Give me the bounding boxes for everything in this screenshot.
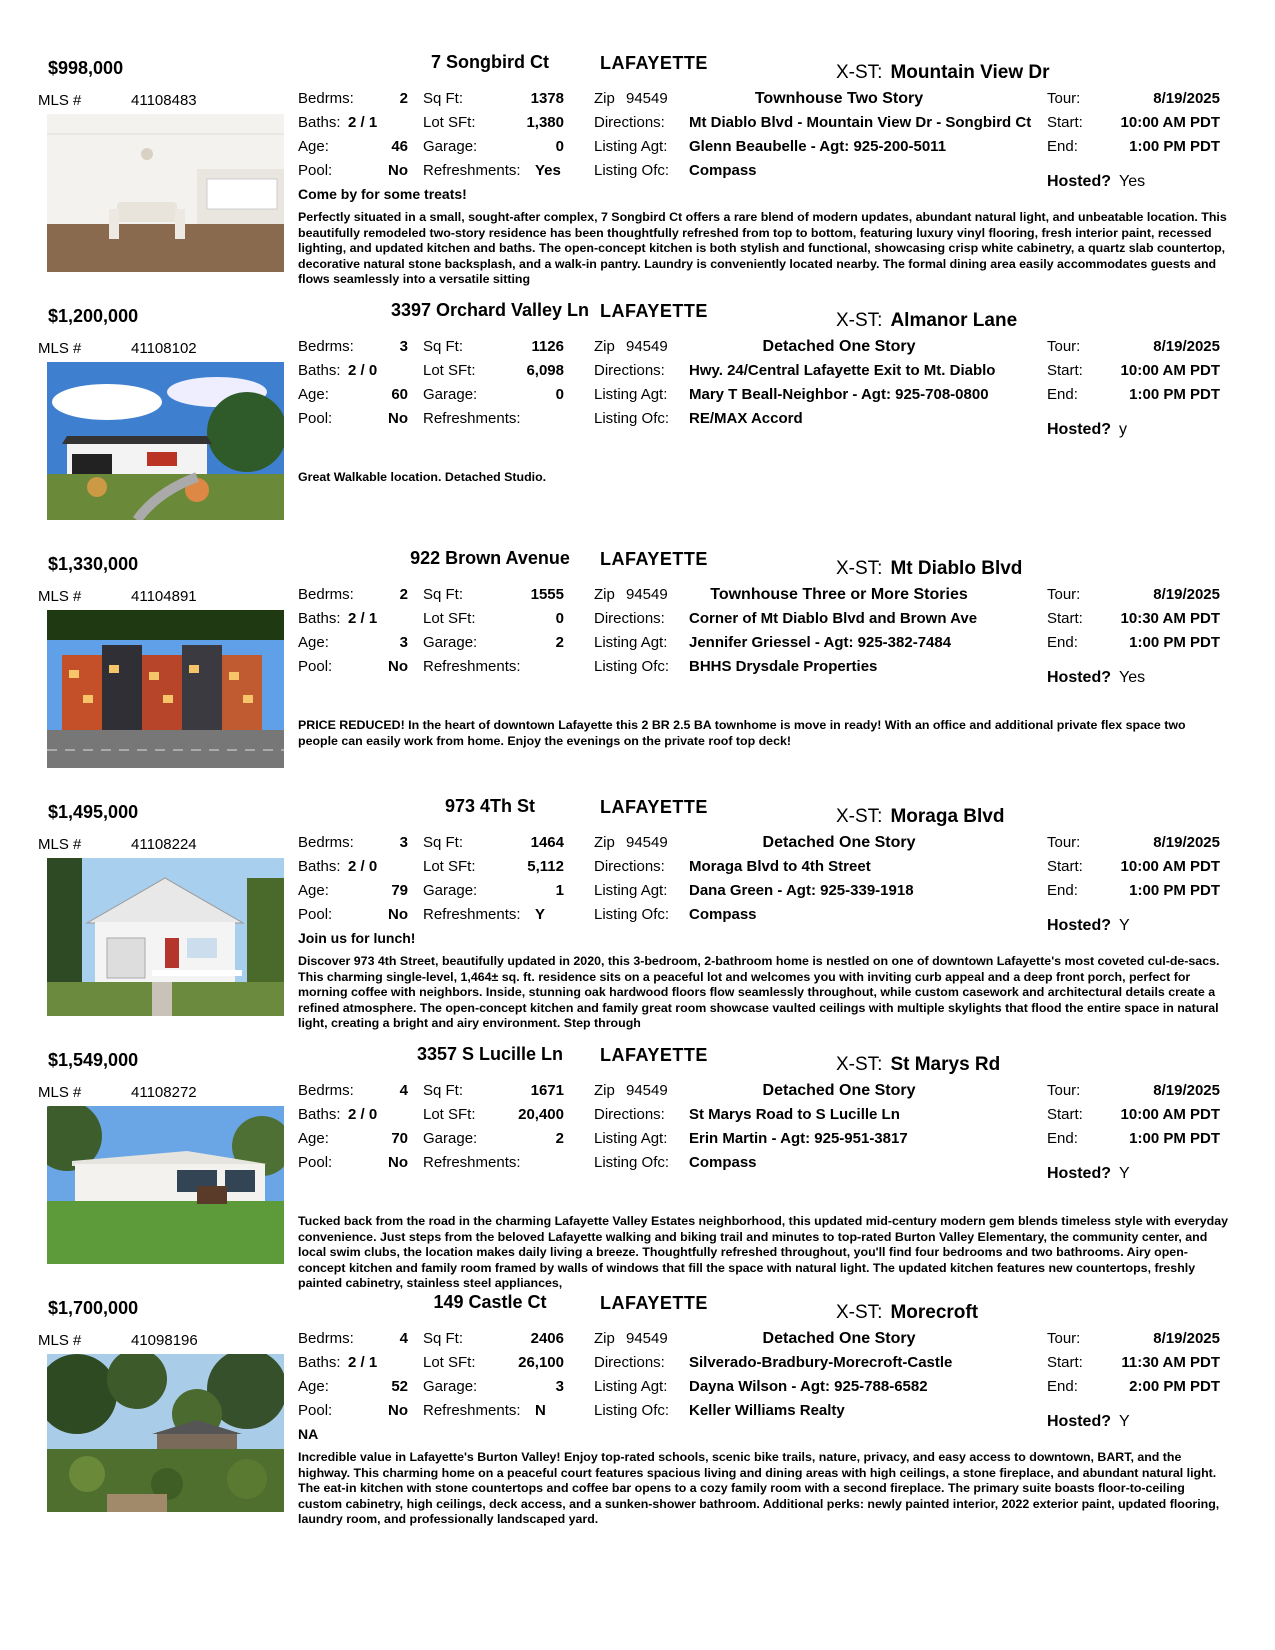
hosted-label: Hosted? <box>1047 173 1111 190</box>
zip-label: Zip <box>594 1082 615 1099</box>
end-label: End: <box>1047 138 1078 155</box>
tour-label: Tour: <box>1047 834 1081 851</box>
hosted <box>1047 1413 1130 1431</box>
end-label: End: <box>1047 386 1078 403</box>
garage-label: Garage: <box>423 634 478 651</box>
tour-date: 8/19/2025 <box>1153 90 1220 107</box>
hosted <box>1047 173 1145 191</box>
listing-city: LAFAYETTE <box>600 1293 708 1313</box>
listing-address: 3397 Orchard Valley Ln <box>390 300 590 320</box>
start-label: Start: <box>1047 362 1083 379</box>
refreshments-value: N <box>535 1402 546 1419</box>
pool-label: Pool: <box>298 906 333 923</box>
sqft-value: 1555 <box>530 586 564 603</box>
directions-label: Directions: <box>594 1354 665 1371</box>
start-time: 11:30 AM PDT <box>1121 1354 1220 1371</box>
hosted-value: Y <box>1119 1413 1130 1430</box>
tour-label: Tour: <box>1047 1082 1081 1099</box>
listing-price: $1,700,000 <box>48 1298 139 1318</box>
listing-description: Discover 973 4th Street, beautifully updated in 2020, this 3-bedroom, 2-bathroom home is nestled on one of downtown Lafayette's most coveted cul-de-sacs. This charming single-level, 1,464± sq. ft. residence sits on a peaceful lot and welcomes you with inviting curb appeal and a deep front porch, perfect for morning coffee with neighbors. Inside, stunning oak hardwood floors flow seamlessly throughout, while custom casework and architectural details create a refined atmosphere. The open-concept kitchen and family great room showcase vaulted ceilings with multiple skylights that flood the entire space in natural light, creating a bright and airy environment. Step through <box>298 954 1220 1030</box>
listing-price: $1,330,000 <box>48 554 139 574</box>
end-label: End: <box>1047 634 1078 651</box>
sqft-value: 1671 <box>530 1082 564 1099</box>
age-label: Age: <box>298 1378 329 1395</box>
listing-city: LAFAYETTE <box>600 301 708 321</box>
directions-label: Directions: <box>594 610 665 627</box>
mls-number: 41108483 <box>131 92 197 109</box>
property-type: Detached One Story <box>762 338 916 355</box>
zip-label: Zip <box>594 1330 615 1347</box>
listing-city: LAFAYETTE <box>600 549 708 569</box>
start-time: 10:00 AM PDT <box>1120 114 1220 131</box>
lot-label: Lot SFt: <box>423 362 476 379</box>
sqft-label: Sq Ft: <box>423 1082 464 1099</box>
listing-description: Incredible value in Lafayette's Burton Valley! Enjoy top-rated schools, scenic bike trails, nature, privacy, and easy access to downtown, BART, and the highway. This charming home on a peaceful court features spacious living and dining areas with high ceilings, a stone fireplace, and abundant natural light. The eat-in kitchen with stone countertops and coffee bar opens to a cozy family room with a second fireplace. The primary suite boasts floor-to-ceiling custom cabinetry, high ceilings, deck access, and a sunken-shower bathroom. Additional perks: newly painted interior, 2022 exterior paint, updated flooring, laundry room, and professionally landscaped yard. <box>298 1450 1220 1526</box>
office-label: Listing Ofc: <box>594 410 670 427</box>
property-type: Detached One Story <box>762 834 916 851</box>
mls-label: MLS # <box>38 340 82 357</box>
directions-value: Moraga Blvd to 4th Street <box>689 858 871 875</box>
directions-value: St Marys Road to S Lucille Ln <box>689 1106 900 1123</box>
cross-street-value: Almanor Lane <box>890 310 1018 331</box>
cross-street <box>836 62 1050 84</box>
property-type: Detached One Story <box>762 1082 916 1099</box>
pool-value: No <box>388 410 408 427</box>
sqft-label: Sq Ft: <box>423 834 464 851</box>
sqft-label: Sq Ft: <box>423 1330 464 1347</box>
age-label: Age: <box>298 634 329 651</box>
sqft-label: Sq Ft: <box>423 338 464 355</box>
lot-value: 20,400 <box>518 1106 564 1123</box>
property-type: Detached One Story <box>762 1330 916 1347</box>
lot-label: Lot SFt: <box>423 1354 476 1371</box>
baths-value: 2 / 0 <box>348 858 378 875</box>
hosted <box>1047 421 1127 439</box>
baths-label: Baths: <box>298 1354 341 1371</box>
agent-label: Listing Agt: <box>594 386 668 403</box>
agent-label: Listing Agt: <box>594 882 668 899</box>
directions-value: Corner of Mt Diablo Blvd and Brown Ave <box>689 610 978 627</box>
cross-street-label: X-ST: <box>836 1302 883 1323</box>
refreshments-value: Yes <box>535 162 561 179</box>
end-time: 1:00 PM PDT <box>1129 882 1220 899</box>
office-value: BHHS Drysdale Properties <box>689 658 878 675</box>
cross-street-value: Mountain View Dr <box>890 62 1050 83</box>
age-label: Age: <box>298 1130 329 1147</box>
bedrms-value: 3 <box>399 338 408 355</box>
start-label: Start: <box>1047 114 1083 131</box>
end-time: 1:00 PM PDT <box>1129 138 1220 155</box>
directions-label: Directions: <box>594 114 665 131</box>
pool-value: No <box>388 906 408 923</box>
end-label: End: <box>1047 1378 1078 1395</box>
baths-value: 2 / 1 <box>348 1354 378 1371</box>
garage-value: 0 <box>555 386 564 403</box>
agent-value: Dana Green - Agt: 925-339-1918 <box>689 882 914 899</box>
sqft-label: Sq Ft: <box>423 586 464 603</box>
age-label: Age: <box>298 386 329 403</box>
listing-teaser: NA <box>298 1426 319 1442</box>
cross-street-value: Mt Diablo Blvd <box>890 558 1023 579</box>
start-time: 10:30 AM PDT <box>1120 610 1220 627</box>
sqft-value: 2406 <box>530 1330 564 1347</box>
garage-value: 2 <box>555 634 564 651</box>
mls-number: 41098196 <box>131 1332 198 1349</box>
baths-label: Baths: <box>298 610 341 627</box>
zip-label: Zip <box>594 338 615 355</box>
agent-value: Glenn Beaubelle - Agt: 925-200-5011 <box>689 138 947 155</box>
end-time: 2:00 PM PDT <box>1129 1378 1220 1395</box>
agent-value: Jennifer Griessel - Agt: 925-382-7484 <box>689 634 952 651</box>
sqft-label: Sq Ft: <box>423 90 464 107</box>
baths-value: 2 / 0 <box>348 1106 378 1123</box>
pool-label: Pool: <box>298 658 333 675</box>
age-label: Age: <box>298 138 329 155</box>
pool-value: No <box>388 1154 408 1171</box>
directions-label: Directions: <box>594 362 665 379</box>
directions-value: Silverado-Bradbury-Morecroft-Castle <box>689 1354 953 1371</box>
hosted-value: Yes <box>1119 669 1146 686</box>
bedrms-label: Bedrms: <box>298 834 354 851</box>
listing-price: $1,495,000 <box>48 802 139 822</box>
listing-photo[interactable] <box>47 114 284 272</box>
garage-value: 1 <box>555 882 564 899</box>
agent-label: Listing Agt: <box>594 138 668 155</box>
listing-card <box>0 1292 1275 1558</box>
lot-label: Lot SFt: <box>423 1106 476 1123</box>
pool-label: Pool: <box>298 162 333 179</box>
directions-value: Hwy. 24/Central Lafayette Exit to Mt. Diablo <box>689 362 996 379</box>
start-label: Start: <box>1047 1106 1083 1123</box>
hosted-label: Hosted? <box>1047 917 1111 934</box>
listing-card <box>0 300 1275 566</box>
garage-value: 3 <box>555 1378 564 1395</box>
zip-label: Zip <box>594 90 615 107</box>
cross-street <box>836 310 1017 332</box>
office-value: Keller Williams Realty <box>689 1402 845 1419</box>
tour-label: Tour: <box>1047 1330 1081 1347</box>
tour-date: 8/19/2025 <box>1153 1082 1220 1099</box>
listing-description: Perfectly situated in a small, sought-after complex, 7 Songbird Ct offers a rare blend of modern updates, abundant natural light, and unbeatable location. This beautifully remodeled two-story residence has been thoughtfully refreshed from top to bottom, featuring luxury vinyl flooring, fresh interior paint, recessed lighting, and updated kitchen and baths. The open-concept kitchen is both stylish and functional, showcasing crisp white cabinetry, a quartz slab countertop, decorative natural stone backsplash, and a walk-in pantry. Laundry is conveniently located nearby. The formal dining area easily accommodates guests and flows seamlessly into a versatile sitting <box>298 210 1227 286</box>
mls-number: 41108224 <box>131 836 197 853</box>
listing-address: 973 4Th St <box>444 796 536 816</box>
sqft-value: 1378 <box>530 90 564 107</box>
mls-label: MLS # <box>38 92 82 109</box>
office-label: Listing Ofc: <box>594 1402 670 1419</box>
cross-street-label: X-ST: <box>836 558 883 579</box>
refreshments-label: Refreshments: <box>423 906 521 923</box>
end-label: End: <box>1047 882 1078 899</box>
baths-label: Baths: <box>298 1106 341 1123</box>
zip-value: 94549 <box>626 90 668 107</box>
tour-label: Tour: <box>1047 90 1081 107</box>
agent-value: Erin Martin - Agt: 925-951-3817 <box>689 1130 908 1147</box>
lot-value: 5,112 <box>527 858 564 875</box>
zip-value: 94549 <box>626 338 668 355</box>
bedrms-value: 4 <box>399 1330 408 1347</box>
hosted-value: Yes <box>1119 173 1146 190</box>
listing-photo[interactable] <box>47 858 284 1016</box>
age-label: Age: <box>298 882 329 899</box>
hosted-label: Hosted? <box>1047 1165 1111 1182</box>
garage-value: 2 <box>555 1130 564 1147</box>
baths-value: 2 / 1 <box>348 114 378 131</box>
cross-street-label: X-ST: <box>836 62 883 83</box>
lot-value: 26,100 <box>518 1354 564 1371</box>
start-label: Start: <box>1047 1354 1083 1371</box>
agent-value: Dayna Wilson - Agt: 925-788-6582 <box>689 1378 928 1395</box>
office-label: Listing Ofc: <box>594 162 670 179</box>
bedrms-value: 4 <box>399 1082 408 1099</box>
pool-label: Pool: <box>298 410 333 427</box>
refreshments-label: Refreshments: <box>423 162 521 179</box>
listing-city: LAFAYETTE <box>600 797 708 817</box>
end-label: End: <box>1047 1130 1078 1147</box>
pool-value: No <box>388 162 408 179</box>
bedrms-label: Bedrms: <box>298 586 354 603</box>
zip-label: Zip <box>594 834 615 851</box>
hosted-label: Hosted? <box>1047 1413 1111 1430</box>
tour-date: 8/19/2025 <box>1153 1330 1220 1347</box>
age-value: 3 <box>399 634 408 651</box>
cross-street-label: X-ST: <box>836 806 883 827</box>
agent-label: Listing Agt: <box>594 634 668 651</box>
lot-value: 1,380 <box>526 114 564 131</box>
listing-card <box>0 548 1275 814</box>
bedrms-value: 3 <box>399 834 408 851</box>
pool-label: Pool: <box>298 1154 333 1171</box>
listing-description: Tucked back from the road in the charming Lafayette Valley Estates neighborhood, this updated mid-century modern gem blends timeless style with everyday convenience. Just steps from the beloved Lafayette walking and biking trail and minutes to top-rated Burton Valley Elementary, the community center, and local swim clubs, the location makes daily living a breeze. Thoughtfully refreshed throughout, you'll find four bedrooms and two bathrooms. Airy open-concept kitchen and family room framed by walls of windows that fill the space with natural light. The updated kitchen features new countertops, freshly painted cabinetry, stainless steel appliances, <box>298 1214 1228 1290</box>
start-time: 10:00 AM PDT <box>1120 362 1220 379</box>
hosted-label: Hosted? <box>1047 421 1111 438</box>
directions-label: Directions: <box>594 1106 665 1123</box>
listing-card <box>0 796 1275 1062</box>
cross-street <box>836 806 1004 828</box>
hosted <box>1047 917 1130 935</box>
refreshments-label: Refreshments: <box>423 1154 521 1171</box>
bedrms-label: Bedrms: <box>298 90 354 107</box>
pool-value: No <box>388 658 408 675</box>
end-time: 1:00 PM PDT <box>1129 386 1220 403</box>
sqft-value: 1126 <box>531 338 564 355</box>
end-time: 1:00 PM PDT <box>1129 634 1220 651</box>
listing-city: LAFAYETTE <box>600 53 708 73</box>
hosted-value: Y <box>1119 1165 1130 1182</box>
garage-label: Garage: <box>423 882 478 899</box>
age-value: 60 <box>391 386 408 403</box>
office-label: Listing Ofc: <box>594 906 670 923</box>
listing-photo[interactable] <box>47 362 284 520</box>
mls-label: MLS # <box>38 1084 82 1101</box>
office-label: Listing Ofc: <box>594 1154 670 1171</box>
listing-teaser: Join us for lunch! <box>298 930 416 946</box>
office-value: Compass <box>689 906 757 923</box>
baths-label: Baths: <box>298 114 341 131</box>
refreshments-label: Refreshments: <box>423 410 521 427</box>
cross-street <box>836 1054 1000 1076</box>
cross-street <box>836 1302 978 1324</box>
listing-price: $998,000 <box>48 58 124 78</box>
garage-label: Garage: <box>423 1378 478 1395</box>
listing-photo[interactable] <box>47 1106 284 1264</box>
hosted <box>1047 1165 1130 1183</box>
age-value: 46 <box>391 138 408 155</box>
office-value: Compass <box>689 1154 757 1171</box>
pool-value: No <box>388 1402 408 1419</box>
cross-street-value: Morecroft <box>890 1302 979 1323</box>
garage-label: Garage: <box>423 138 478 155</box>
start-time: 10:00 AM PDT <box>1120 858 1220 875</box>
garage-label: Garage: <box>423 386 478 403</box>
cross-street-value: St Marys Rd <box>890 1054 1001 1075</box>
lot-label: Lot SFt: <box>423 114 476 131</box>
cross-street-label: X-ST: <box>836 1054 883 1075</box>
end-time: 1:00 PM PDT <box>1129 1130 1220 1147</box>
garage-value: 0 <box>555 138 564 155</box>
listing-price: $1,549,000 <box>48 1050 139 1070</box>
mls-number: 41108272 <box>131 1084 197 1101</box>
listing-card <box>0 1044 1275 1310</box>
listing-description: Great Walkable location. Detached Studio. <box>298 470 547 484</box>
listing-photo[interactable] <box>47 1354 284 1512</box>
cross-street <box>836 558 1022 580</box>
mls-label: MLS # <box>38 588 82 605</box>
zip-value: 94549 <box>626 1330 668 1347</box>
cross-street-label: X-ST: <box>836 310 883 331</box>
listing-teaser: Come by for some treats! <box>298 186 467 202</box>
age-value: 52 <box>391 1378 408 1395</box>
listing-address: 3357 S Lucille Ln <box>416 1044 564 1064</box>
zip-value: 94549 <box>626 834 668 851</box>
listing-city: LAFAYETTE <box>600 1045 708 1065</box>
bedrms-value: 2 <box>399 90 408 107</box>
bedrms-label: Bedrms: <box>298 338 354 355</box>
listing-photo[interactable] <box>47 610 284 768</box>
sqft-value: 1464 <box>530 834 564 851</box>
mls-number: 41108102 <box>131 340 197 357</box>
hosted <box>1047 669 1145 687</box>
office-value: Compass <box>689 162 757 179</box>
listing-address: 922 Brown Avenue <box>410 548 570 568</box>
mls-label: MLS # <box>38 1332 82 1349</box>
office-label: Listing Ofc: <box>594 658 670 675</box>
directions-label: Directions: <box>594 858 665 875</box>
tour-label: Tour: <box>1047 586 1081 603</box>
refreshments-label: Refreshments: <box>423 1402 521 1419</box>
start-label: Start: <box>1047 858 1083 875</box>
tour-date: 8/19/2025 <box>1153 586 1220 603</box>
age-value: 70 <box>391 1130 408 1147</box>
mls-label: MLS # <box>38 836 82 853</box>
mls-number: 41104891 <box>131 588 197 605</box>
hosted-label: Hosted? <box>1047 669 1111 686</box>
hosted-value: y <box>1119 421 1127 438</box>
age-value: 79 <box>391 882 408 899</box>
property-type: Townhouse Two Story <box>754 90 924 107</box>
lot-label: Lot SFt: <box>423 858 476 875</box>
refreshments-value: Y <box>535 906 546 923</box>
bedrms-value: 2 <box>399 586 408 603</box>
tour-date: 8/19/2025 <box>1153 338 1220 355</box>
agent-label: Listing Agt: <box>594 1378 668 1395</box>
baths-label: Baths: <box>298 362 341 379</box>
garage-label: Garage: <box>423 1130 478 1147</box>
listing-card <box>0 52 1275 318</box>
start-time: 10:00 AM PDT <box>1120 1106 1220 1123</box>
zip-value: 94549 <box>626 1082 668 1099</box>
listing-address: 149 Castle Ct <box>433 1292 547 1312</box>
refreshments-label: Refreshments: <box>423 658 521 675</box>
listing-description: PRICE REDUCED! In the heart of downtown Lafayette this 2 BR 2.5 BA townhome is move in ready! With an office and additional private flex space two people can easily work from home. Enjoy the evenings on the private roof top deck! <box>298 718 1186 748</box>
baths-value: 2 / 0 <box>348 362 378 379</box>
lot-label: Lot SFt: <box>423 610 476 627</box>
cross-street-value: Moraga Blvd <box>890 806 1005 827</box>
bedrms-label: Bedrms: <box>298 1330 354 1347</box>
pool-label: Pool: <box>298 1402 333 1419</box>
directions-value: Mt Diablo Blvd - Mountain View Dr - Songbird Ct <box>689 114 1032 131</box>
start-label: Start: <box>1047 610 1083 627</box>
agent-value: Mary T Beall-Neighbor - Agt: 925-708-0800 <box>689 386 989 403</box>
bedrms-label: Bedrms: <box>298 1082 354 1099</box>
property-type: Townhouse Three or More Stories <box>710 586 968 603</box>
tour-label: Tour: <box>1047 338 1081 355</box>
lot-value: 6,098 <box>526 362 564 379</box>
zip-value: 94549 <box>626 586 668 603</box>
listing-price: $1,200,000 <box>48 306 139 326</box>
baths-label: Baths: <box>298 858 341 875</box>
listing-address: 7 Songbird Ct <box>431 52 549 72</box>
lot-value: 0 <box>555 610 564 627</box>
baths-value: 2 / 1 <box>348 610 378 627</box>
office-value: RE/MAX Accord <box>689 410 803 427</box>
tour-date: 8/19/2025 <box>1153 834 1220 851</box>
hosted-value: Y <box>1119 917 1130 934</box>
agent-label: Listing Agt: <box>594 1130 668 1147</box>
zip-label: Zip <box>594 586 615 603</box>
